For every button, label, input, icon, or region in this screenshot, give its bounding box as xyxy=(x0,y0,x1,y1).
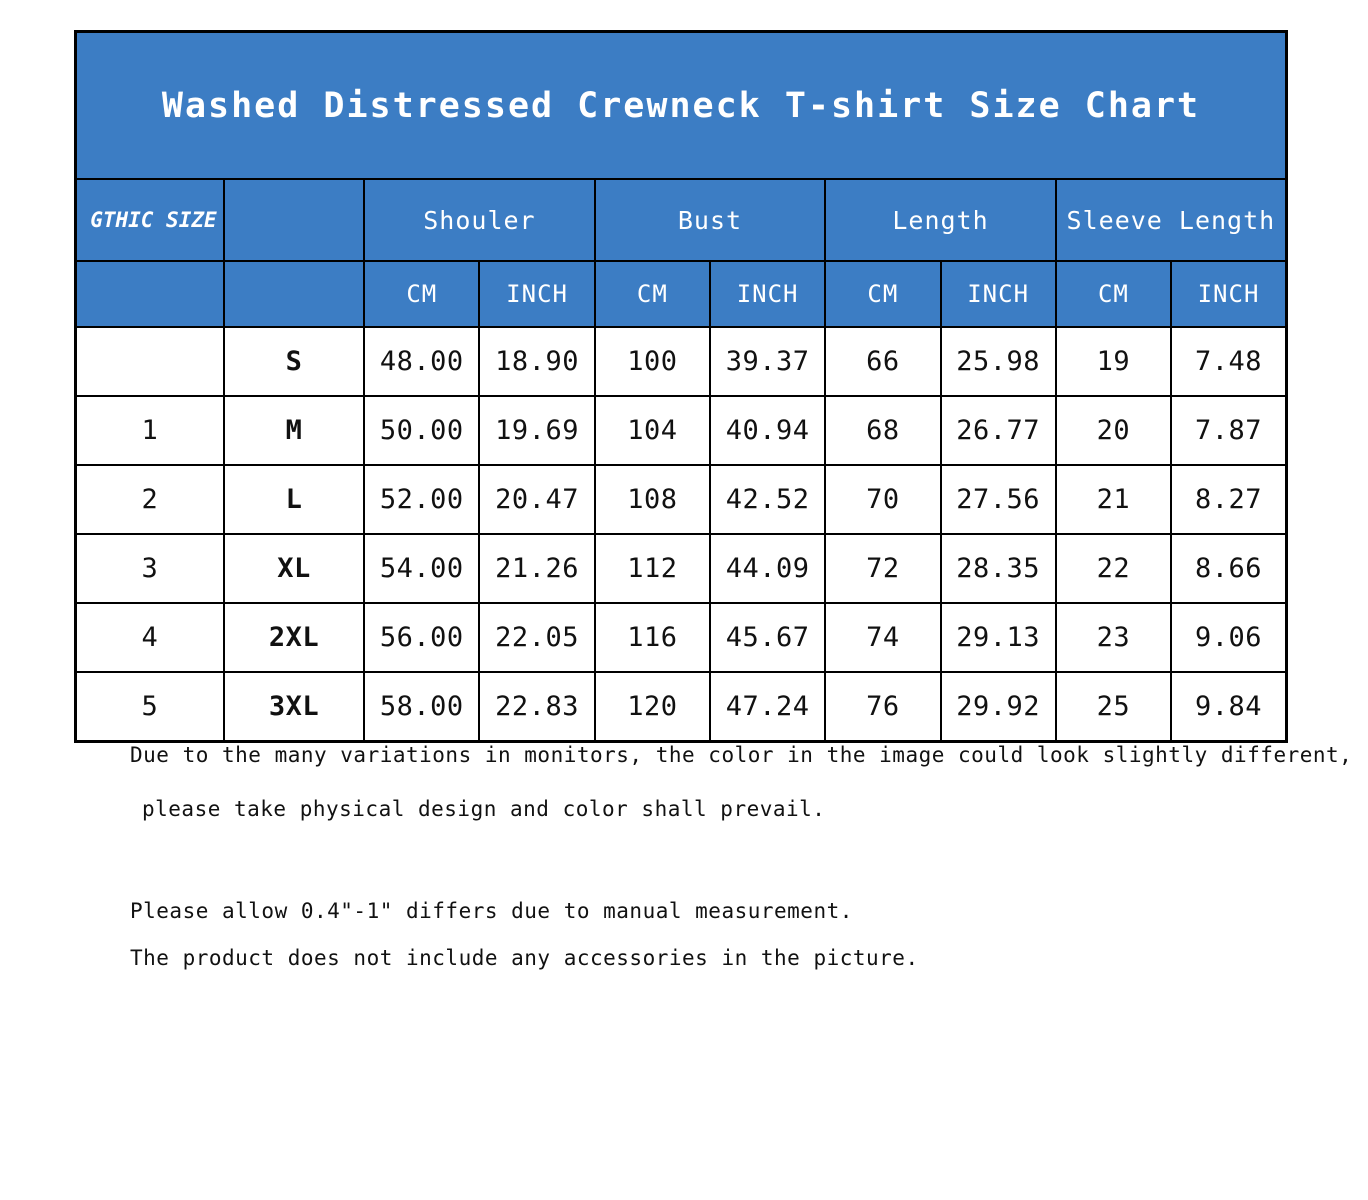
row-sleeve-inch: 7.87 xyxy=(1171,396,1286,465)
row-size: 3XL xyxy=(224,672,364,742)
header-row-units xyxy=(76,261,1287,327)
row-number: 1 xyxy=(76,396,224,465)
header-sleeve-length: Sleeve Length xyxy=(1056,179,1287,261)
header-size-blank xyxy=(224,179,364,261)
row-size: M xyxy=(224,396,364,465)
row-shoulder-cm: 58.00 xyxy=(364,672,479,742)
size-chart-container xyxy=(74,30,1288,743)
table-row xyxy=(76,672,1287,742)
row-shoulder-inch: 20.47 xyxy=(479,465,594,534)
header-unit-sleeve-cm: CM xyxy=(1056,261,1171,327)
table-row xyxy=(76,603,1287,672)
row-bust-inch: 40.94 xyxy=(710,396,825,465)
row-length-inch: 26.77 xyxy=(941,396,1056,465)
header-unit-blank-2 xyxy=(224,261,364,327)
header-bust: Bust xyxy=(595,179,826,261)
table-row xyxy=(76,465,1287,534)
notes-section xyxy=(130,743,1353,1002)
row-size: L xyxy=(224,465,364,534)
row-length-cm: 66 xyxy=(825,327,940,396)
row-size: XL xyxy=(224,534,364,603)
table-row xyxy=(76,534,1287,603)
note-measurement-tolerance: Please allow 0.4"-1" differs due to manual measurement. xyxy=(130,899,853,923)
row-sleeve-inch: 7.48 xyxy=(1171,327,1286,396)
row-bust-inch: 42.52 xyxy=(710,465,825,534)
row-bust-cm: 100 xyxy=(595,327,710,396)
row-bust-inch: 47.24 xyxy=(710,672,825,742)
note-no-accessories: The product does not include any accessories in the picture. xyxy=(130,946,919,970)
row-shoulder-cm: 56.00 xyxy=(364,603,479,672)
row-length-inch: 29.13 xyxy=(941,603,1056,672)
row-shoulder-inch: 18.90 xyxy=(479,327,594,396)
row-bust-cm: 108 xyxy=(595,465,710,534)
note-monitor-variation-line2: please take physical design and color shall prevail. xyxy=(142,797,826,821)
row-length-inch: 28.35 xyxy=(941,534,1056,603)
row-sleeve-inch: 8.66 xyxy=(1171,534,1286,603)
notes-spacer xyxy=(130,853,1290,901)
row-sleeve-cm: 21 xyxy=(1056,465,1171,534)
row-number: 2 xyxy=(76,465,224,534)
row-sleeve-inch: 9.84 xyxy=(1171,672,1286,742)
header-unit-bust-cm: CM xyxy=(595,261,710,327)
row-shoulder-cm: 50.00 xyxy=(364,396,479,465)
page-title: Washed Distressed Crewneck T-shirt Size Chart xyxy=(76,32,1287,180)
header-row-measures xyxy=(76,179,1287,261)
row-sleeve-inch: 8.27 xyxy=(1171,465,1286,534)
row-size: 2XL xyxy=(224,603,364,672)
row-sleeve-cm: 23 xyxy=(1056,603,1171,672)
row-sleeve-cm: 20 xyxy=(1056,396,1171,465)
row-bust-inch: 45.67 xyxy=(710,603,825,672)
row-bust-inch: 44.09 xyxy=(710,534,825,603)
row-shoulder-inch: 21.26 xyxy=(479,534,594,603)
row-length-inch: 27.56 xyxy=(941,465,1056,534)
note-monitor-variation-line1: Due to the many variations in monitors, the color in the image could look slightly different, xyxy=(130,743,1353,767)
row-shoulder-inch: 22.05 xyxy=(479,603,594,672)
row-bust-cm: 112 xyxy=(595,534,710,603)
table-row xyxy=(76,327,1287,396)
row-bust-cm: 120 xyxy=(595,672,710,742)
header-unit-bust-inch: INCH xyxy=(710,261,825,327)
header-unit-blank-1 xyxy=(76,261,224,327)
header-unit-shoulder-inch: INCH xyxy=(479,261,594,327)
row-length-cm: 76 xyxy=(825,672,940,742)
row-number: 3 xyxy=(76,534,224,603)
row-shoulder-inch: 19.69 xyxy=(479,396,594,465)
row-size: S xyxy=(224,327,364,396)
header-length: Length xyxy=(825,179,1056,261)
row-shoulder-cm: 54.00 xyxy=(364,534,479,603)
row-length-inch: 29.92 xyxy=(941,672,1056,742)
row-shoulder-inch: 22.83 xyxy=(479,672,594,742)
row-length-inch: 25.98 xyxy=(941,327,1056,396)
row-bust-inch: 39.37 xyxy=(710,327,825,396)
title-row xyxy=(76,32,1287,180)
row-sleeve-inch: 9.06 xyxy=(1171,603,1286,672)
row-shoulder-cm: 52.00 xyxy=(364,465,479,534)
header-gthic-size: GTHIC SIZE xyxy=(76,179,224,261)
row-number: 4 xyxy=(76,603,224,672)
row-sleeve-cm: 22 xyxy=(1056,534,1171,603)
row-number xyxy=(76,327,224,396)
row-sleeve-cm: 25 xyxy=(1056,672,1171,742)
header-unit-length-inch: INCH xyxy=(941,261,1056,327)
row-shoulder-cm: 48.00 xyxy=(364,327,479,396)
row-number: 5 xyxy=(76,672,224,742)
row-bust-cm: 104 xyxy=(595,396,710,465)
row-sleeve-cm: 19 xyxy=(1056,327,1171,396)
header-unit-length-cm: CM xyxy=(825,261,940,327)
row-length-cm: 68 xyxy=(825,396,940,465)
header-shoulder: Shouler xyxy=(364,179,595,261)
header-unit-shoulder-cm: CM xyxy=(364,261,479,327)
size-chart-table xyxy=(74,30,1288,743)
row-length-cm: 72 xyxy=(825,534,940,603)
table-row xyxy=(76,396,1287,465)
row-length-cm: 70 xyxy=(825,465,940,534)
header-unit-sleeve-inch: INCH xyxy=(1171,261,1286,327)
row-bust-cm: 116 xyxy=(595,603,710,672)
row-length-cm: 74 xyxy=(825,603,940,672)
